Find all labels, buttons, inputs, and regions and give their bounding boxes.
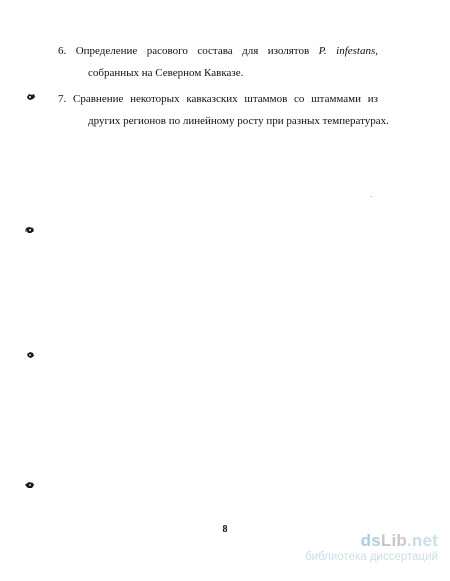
watermark [305, 532, 438, 564]
item-6-line-2: собранных на Северном Кавказе. [88, 67, 244, 79]
item-6-text-after: , [375, 45, 379, 57]
watermark-logo-ds: ds [360, 531, 381, 550]
item-6-number: 6. [58, 45, 67, 57]
item-7-line-2: других регионов по линейному росту при разных температурах. [88, 115, 389, 127]
watermark-logo-lib: Lib [380, 531, 407, 550]
item-6-text-before: Определение расового состава для изолятов [75, 45, 319, 57]
binding-hole-icon [25, 351, 35, 359]
binding-hole-icon [25, 481, 35, 489]
list-item-7 [58, 88, 389, 132]
list-item-6 [58, 40, 378, 84]
scan-speck [371, 196, 372, 197]
item-6-line-1 [58, 40, 378, 62]
item-6-species-italic: P. infestans [318, 45, 376, 57]
watermark-logo-net: .net [406, 531, 438, 550]
binding-hole-icon [25, 226, 35, 234]
page-number-text: 8 [222, 524, 228, 535]
item-7-text-line-1: Сравнение некоторых кавказских штаммов со штаммами из [73, 93, 379, 105]
watermark-caption: библиотека диссертаций [305, 551, 438, 563]
binding-hole-icon [26, 93, 36, 101]
watermark-logo [305, 532, 438, 550]
item-7-line-1 [58, 88, 378, 110]
item-7-number: 7. [58, 93, 67, 105]
